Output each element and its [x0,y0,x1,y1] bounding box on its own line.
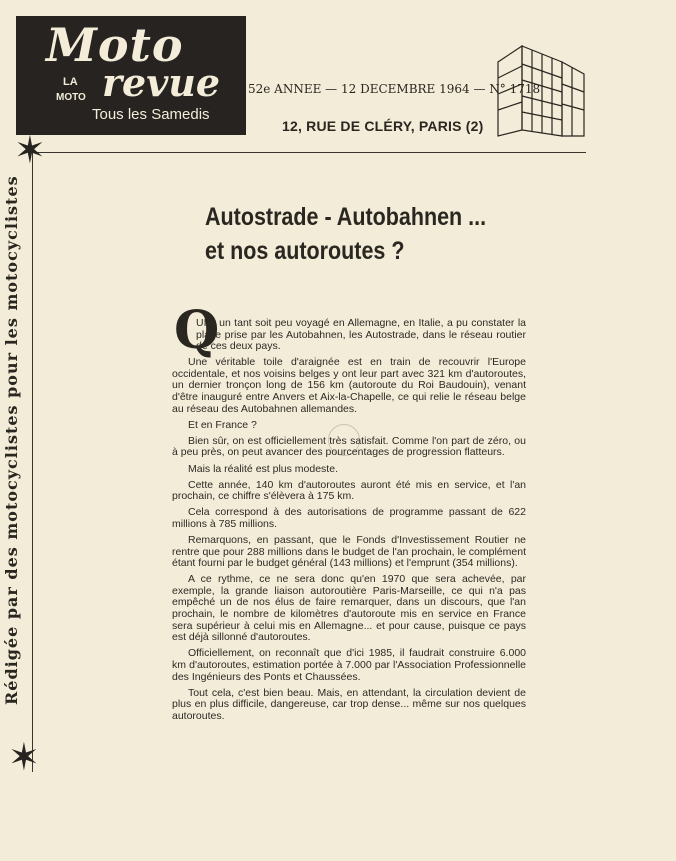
logo-la-text: LA [63,76,78,88]
article-paragraph: Mais la réalité est plus modeste. [188,462,338,475]
article-title-line-2: et nos autoroutes ? [205,237,405,265]
star-ornament-icon: ✶ [14,128,46,172]
article-body [172,318,526,727]
star-ornament-icon: ✶ [8,735,40,779]
article-paragraph: A ce rythme, ce ne sera donc qu'en 1970 que sera achevée, par exemple, la grande liaison autoroutière Paris-Marseille, ce qui n'a pas empêché un de nos élus de faire remarquer, dans un discours, que l'an prochain, le nombre de kilomètres d'autoroute mis en service en France sera supérieur à celui mis en Allemagne... et pour cause, puisque ce pays est déjà sillonné d'autoroutes. [172,573,526,644]
logo-revue-text: revue [102,60,221,105]
article-paragraph: Une véritable toile d'araignée est en train de recouvrir l'Europe occidentale, et nos voisins belges y ont leur part avec 321 km d'autoroutes, un dernier tronçon long de 156 km (autoroute du Roi Baudouin), venant d'être inauguré entre Anvers et Aix-la-Chapelle, ce qui relie le réseau belge au réseau des Autobahnen allemandes. [172,356,526,415]
article-paragraph: Cette année, 140 km d'autoroutes auront été mis en service, et l'an prochain, ce chiffre s'élèvera à 175 km. [172,478,526,503]
article-paragraph: Cela correspond à des autorisations de programme passant de 622 millions à 785 millions. [172,506,526,530]
masthead-logo [16,16,246,135]
issue-line: 52e ANNEE — 12 DECEMBRE 1964 — N° 1718 [248,82,541,96]
article-paragraph: Bien sûr, on est officiellement très satisfait. Comme l'on part de zéro, ou à peu près, on peut avancer des pourcentages de progression flatteurs. [172,434,526,459]
logo-moto-text: Moto [46,18,184,72]
masthead-tagline: Tous les Samedis [92,106,210,123]
article-paragraph: Officiellement, on reconnaît que d'ici 1985, il faudrait construire 6.000 km d'autoroutes, estimation portée à 7.000 par l'Association Professionnelle des Ingénieurs des Ponts et Chaussées. [172,647,526,683]
article-paragraph: Et en France ? [188,418,257,431]
publisher-address: 12, RUE DE CLÉRY, PARIS (2) [282,118,484,134]
drop-cap: Q [174,300,220,361]
article-title [205,200,486,268]
side-slogan: Rédigée par des motocyclistes pour les motocyclistes [2,175,21,705]
article-paragraph: UI a un tant soit peu voyagé en Allemagne, en Italie, a pu constater la place prise par les Autobahnen, les Autostrade, dans le réseau routier de ces deux pays. [196,317,526,353]
header-rule [32,152,586,153]
side-rule [32,152,33,772]
building-illustration-icon [492,40,588,140]
logo-moto-small-text: MOTO [56,92,86,103]
article-paragraph: Tout cela, c'est bien beau. Mais, en attendant, la circulation devient de plus en plus difficile, dangereuse, car trop dense... même sur nos quelques autoroutes. [172,686,526,722]
article-paragraph: Remarquons, en passant, que le Fonds d'Investissement Routier ne rentre que pour 288 millions dans le budget de l'an prochain, le complément étant fourni par le budget général (143 millions) et l'emprunt (354 millions). [172,534,526,570]
article-title-line-1: Autostrade - Autobahnen ... [205,203,487,231]
